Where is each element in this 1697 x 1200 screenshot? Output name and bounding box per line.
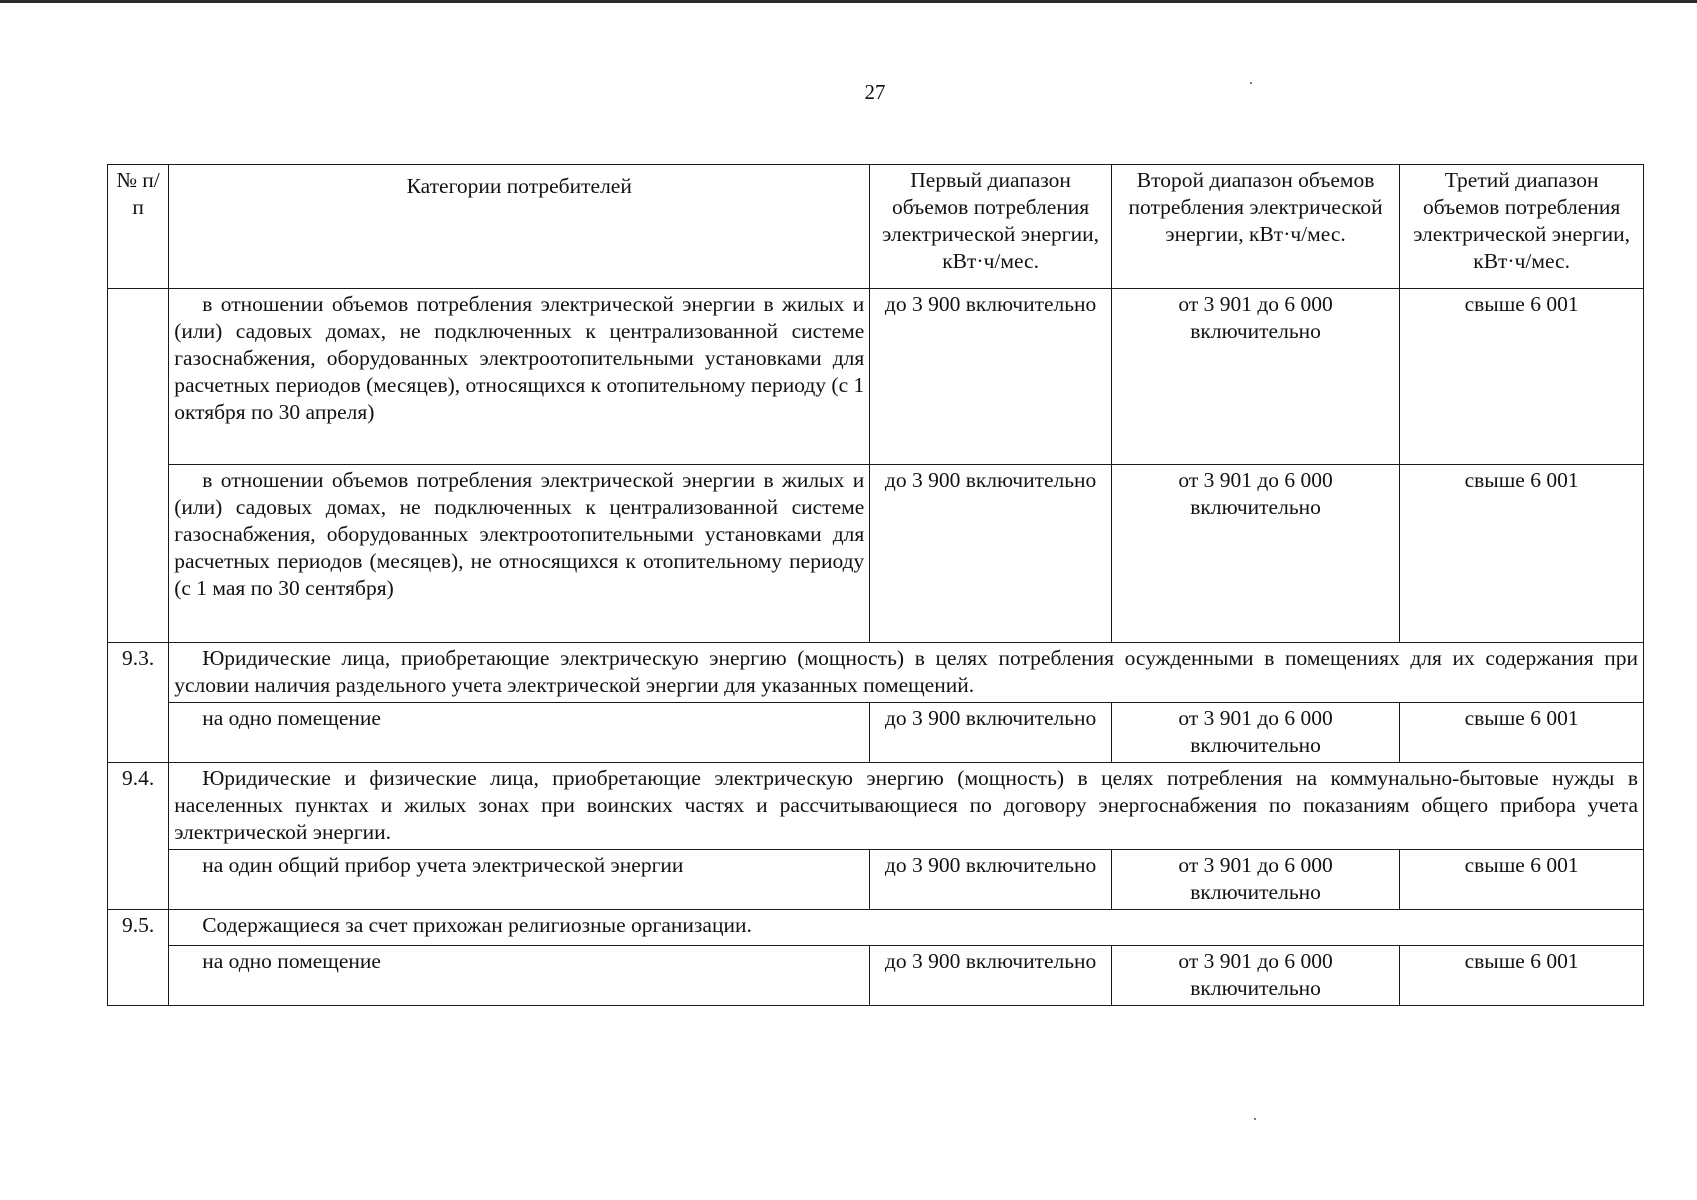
header-range3: Третий диапазон объемов потребления электрической энергии, кВт·ч/мес.	[1400, 165, 1644, 289]
group-text-cell	[169, 910, 1644, 946]
header-category: Категории потребителей	[169, 165, 870, 289]
category-text: на один общий прибор учета электрической энергии	[202, 853, 684, 877]
group-no: 9.3.	[108, 643, 169, 763]
table-row	[108, 289, 1644, 465]
range3-cell: свыше 6 001	[1400, 703, 1644, 763]
range3-cell: свыше 6 001	[1400, 289, 1644, 465]
header-range2: Второй диапазон объемов потребления электрической энергии, кВт·ч/мес.	[1111, 165, 1399, 289]
table-row	[108, 703, 1644, 763]
range2-cell: от 3 901 до 6 000 включительно	[1111, 850, 1399, 910]
range1-cell: до 3 900 включительно	[870, 703, 1112, 763]
group-text-cell	[169, 763, 1644, 850]
scan-speck	[1250, 82, 1252, 84]
category-cell	[169, 850, 870, 910]
tariff-table	[107, 164, 1644, 1006]
category-cell	[169, 465, 870, 643]
row-no-cell	[108, 289, 169, 643]
range1-cell: до 3 900 включительно	[870, 850, 1112, 910]
group-row	[108, 910, 1644, 946]
group-text: Юридические и физические лица, приобретающие электрическую энергию (мощность) в целях потребления на коммунально-бытовые нужды в населенных пунктах и жилых зонах при воинских частях и рассчитывающиеся по договору энергоснабжения по показаниям общего прибора учета электрической энергии.	[174, 766, 1638, 844]
page-number: 27	[864, 80, 886, 104]
category-cell	[169, 289, 870, 465]
category-text: в отношении объемов потребления электрической энергии в жилых и (или) садовых домах, не подключенных к централизованной системе газоснабжения, оборудованных электроотопительными установками для расчетных периодов (месяцев), не относящихся к отопительному периоду (с 1 мая по 30 сентября)	[174, 468, 865, 600]
range2-cell: от 3 901 до 6 000 включительно	[1111, 289, 1399, 465]
range3-cell: свыше 6 001	[1400, 850, 1644, 910]
range2-cell: от 3 901 до 6 000 включительно	[1111, 703, 1399, 763]
group-row	[108, 643, 1644, 703]
table-row	[108, 465, 1644, 643]
range2-cell: от 3 901 до 6 000 включительно	[1111, 946, 1399, 1006]
category-cell	[169, 703, 870, 763]
category-text: на одно помещение	[202, 949, 381, 973]
group-text: Содержащиеся за счет прихожан религиозные организации.	[202, 913, 752, 937]
range1-cell: до 3 900 включительно	[870, 289, 1112, 465]
table-header-row	[108, 165, 1644, 289]
range3-cell: свыше 6 001	[1400, 465, 1644, 643]
header-no: № п/п	[108, 165, 169, 289]
category-text: на одно помещение	[202, 706, 381, 730]
category-cell	[169, 946, 870, 1006]
scan-speck	[1254, 1118, 1256, 1120]
range3-cell: свыше 6 001	[1400, 946, 1644, 1006]
category-text: в отношении объемов потребления электрической энергии в жилых и (или) садовых домах, не подключенных к централизованной системе газоснабжения, оборудованных электроотопительными установками для расчетных периодов (месяцев), относящихся к отопительному периоду (с 1 октября по 30 апреля)	[174, 292, 865, 424]
scan-edge	[0, 0, 1697, 3]
group-no: 9.4.	[108, 763, 169, 910]
group-text-cell	[169, 643, 1644, 703]
table-row	[108, 946, 1644, 1006]
range2-cell: от 3 901 до 6 000 включительно	[1111, 465, 1399, 643]
header-range1: Первый диапазон объемов потребления электрической энергии, кВт·ч/мес.	[870, 165, 1112, 289]
group-no: 9.5.	[108, 910, 169, 1006]
group-text: Юридические лица, приобретающие электрическую энергию (мощность) в целях потребления осужденными в помещениях для их содержания при условии наличия раздельного учета электрической энергии для указанных помещений.	[174, 646, 1638, 697]
range1-cell: до 3 900 включительно	[870, 946, 1112, 1006]
range1-cell: до 3 900 включительно	[870, 465, 1112, 643]
group-row	[108, 763, 1644, 850]
table-row	[108, 850, 1644, 910]
